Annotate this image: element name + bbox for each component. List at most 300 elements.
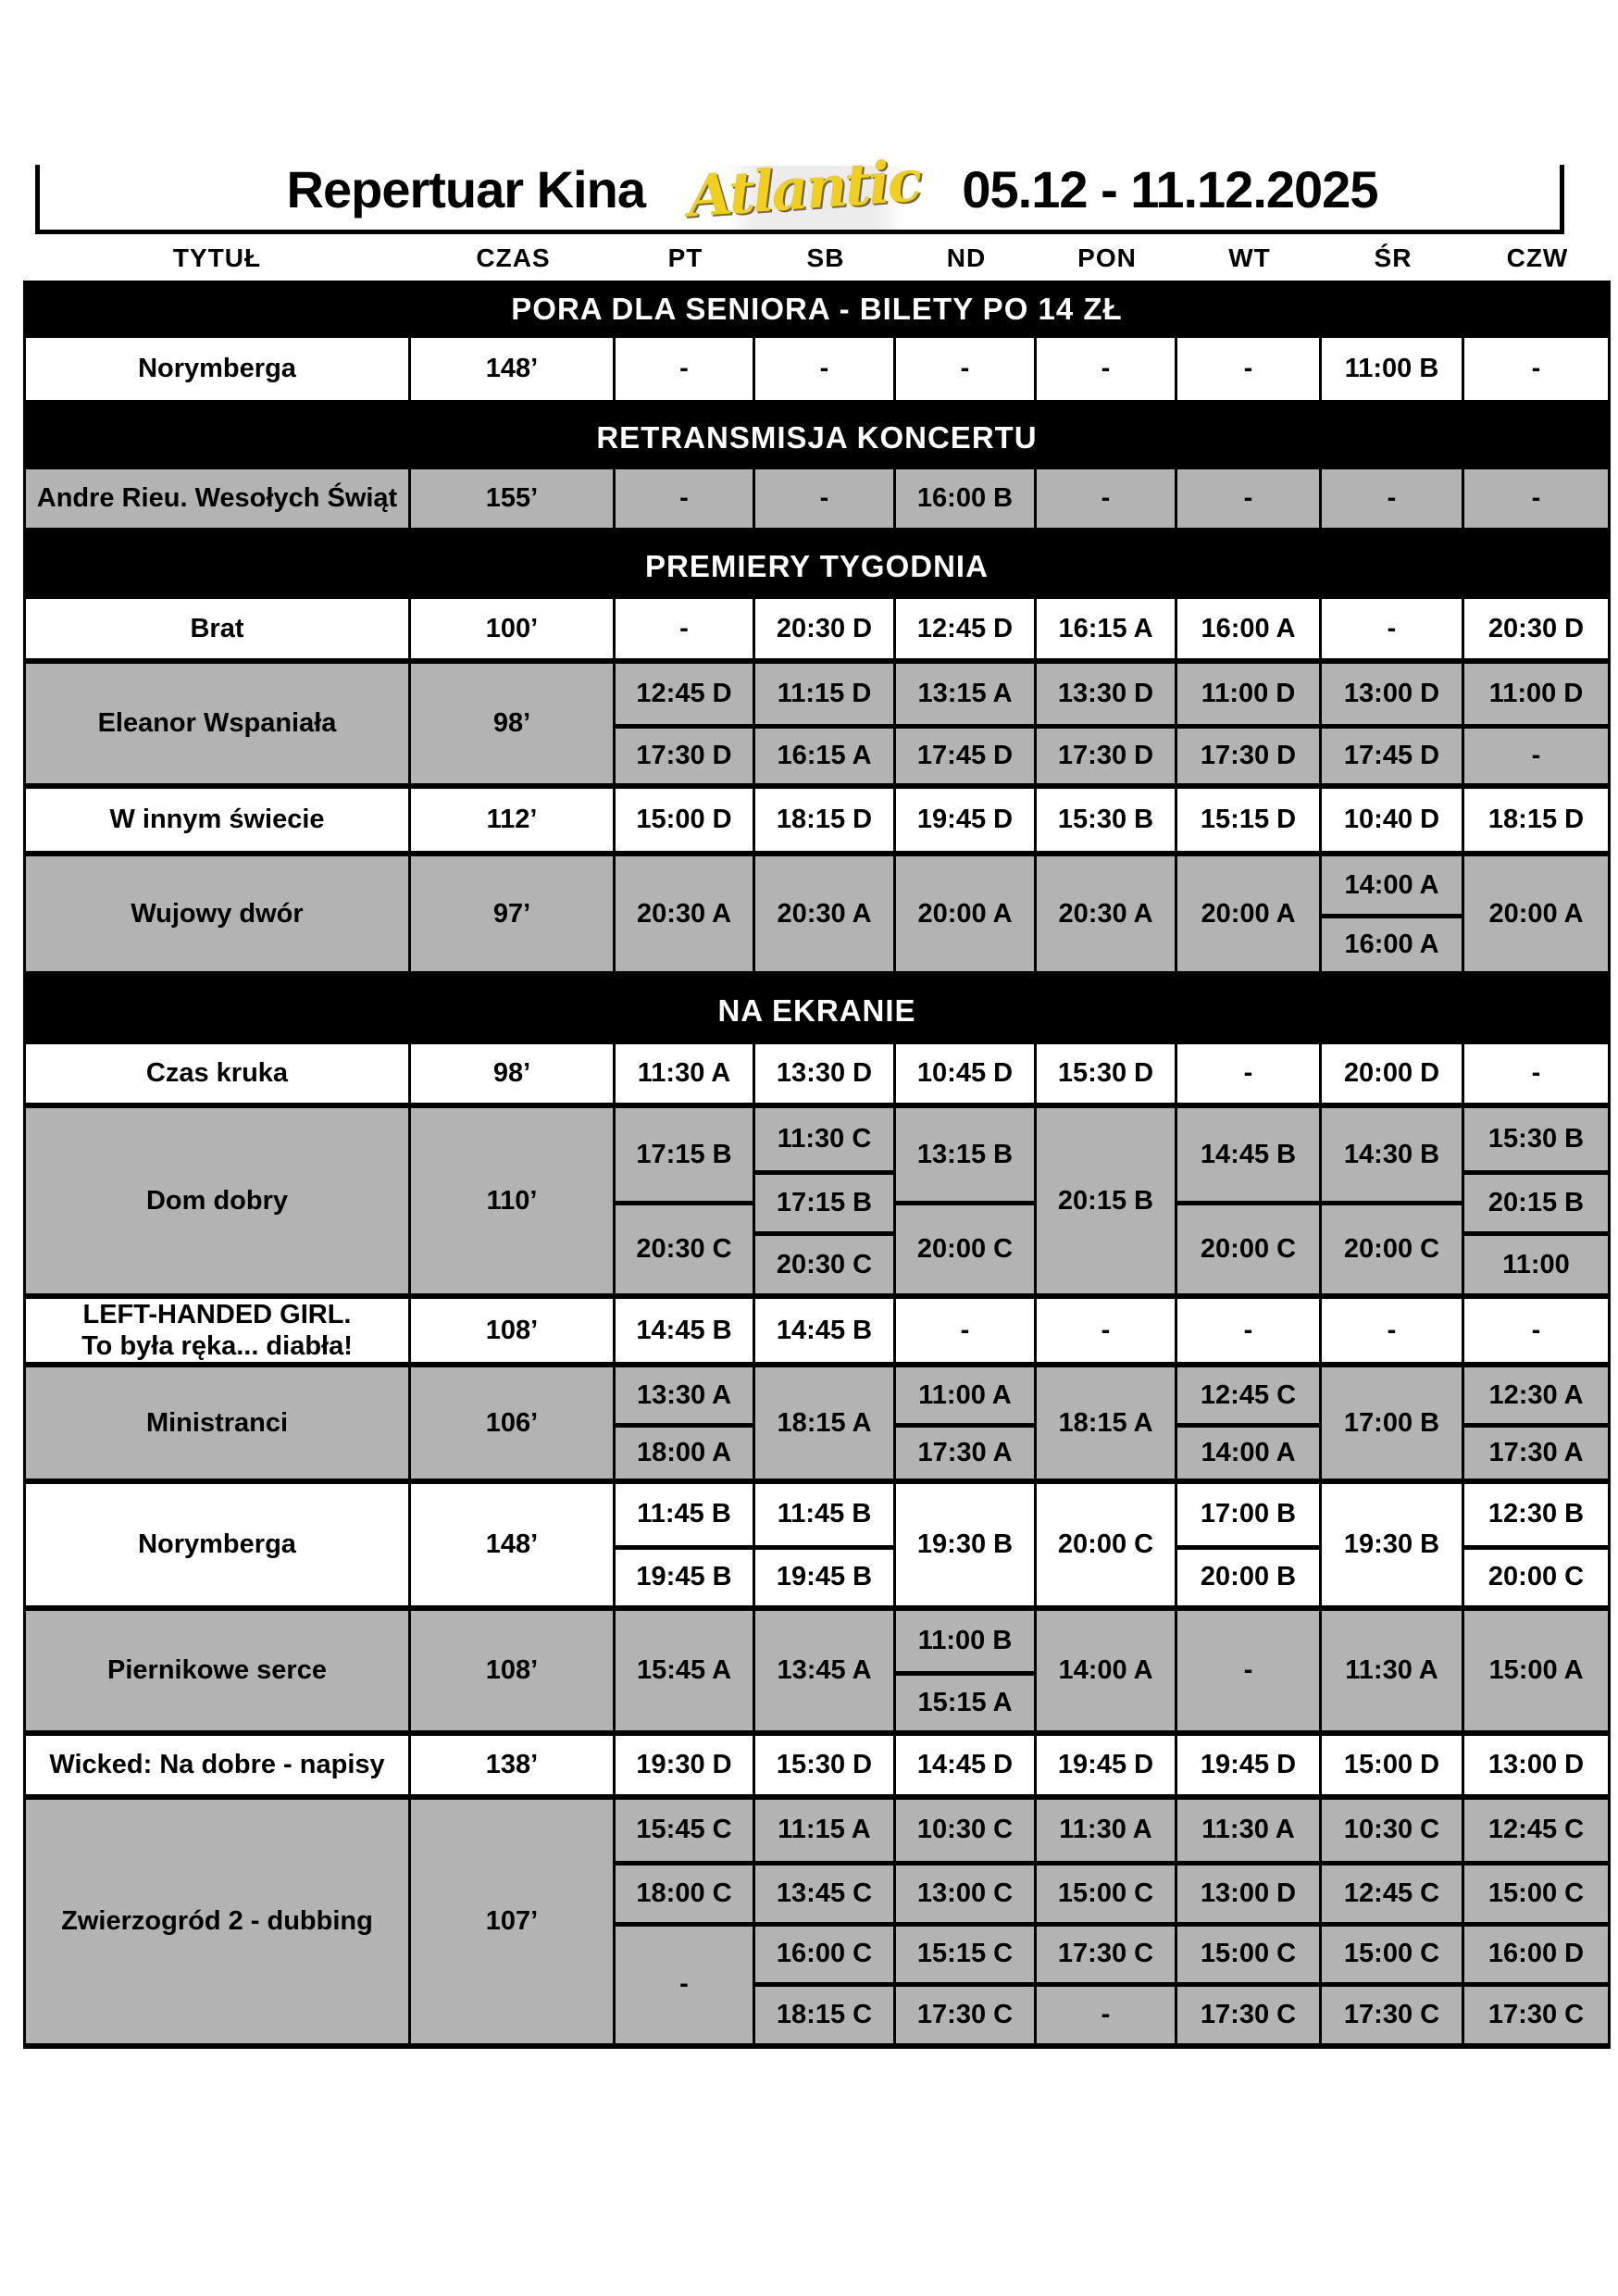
showtime-cell: 19:30 B xyxy=(916,1529,1014,1559)
day-column xyxy=(1322,599,1464,658)
showtime-cell: 19:30 D xyxy=(636,1750,732,1779)
day-column xyxy=(616,1299,755,1362)
showtime-cell: 19:30 B xyxy=(1343,1529,1440,1559)
showtime-cell: 15:30 B xyxy=(1057,805,1154,834)
showtime-cell: 20:00 C xyxy=(1177,1201,1319,1293)
day-column xyxy=(896,789,1037,851)
showtime-cell: 16:00 C xyxy=(755,1922,893,1983)
column-header-pt: PT xyxy=(667,243,703,272)
movie-title-line: Czas kruka xyxy=(145,1058,289,1089)
showtime-cell: 15:00 C xyxy=(1322,1922,1462,1983)
day-column xyxy=(1322,1611,1464,1730)
movie-title-line: Andre Rieu. Wesołych Świąt xyxy=(36,483,398,514)
empty-showtime-cell: - xyxy=(1387,1315,1397,1345)
showtime-cell: 20:30 A xyxy=(636,898,732,929)
empty-showtime-cell: - xyxy=(819,354,829,383)
movie-row xyxy=(23,789,1611,856)
day-column xyxy=(1177,1611,1322,1730)
day-column xyxy=(1464,469,1611,528)
movie-duration-cell: 100’ xyxy=(411,599,616,658)
day-column xyxy=(896,1299,1037,1362)
column-headers xyxy=(23,237,1611,280)
movie-title-line: To była ręka... diabła! xyxy=(81,1331,353,1362)
movie-title-line: Wujowy dwór xyxy=(131,898,304,929)
showtime-cell: 19:45 D xyxy=(916,805,1014,834)
day-column xyxy=(896,1736,1037,1794)
showtime-cell: 17:15 B xyxy=(755,1170,893,1232)
showtime-cell: 20:30 C xyxy=(755,1231,893,1293)
movie-duration-cell: 98’ xyxy=(411,664,616,783)
day-column xyxy=(755,856,896,971)
day-column xyxy=(1177,599,1322,658)
movie-duration-cell: 148’ xyxy=(411,338,616,400)
movie-duration-cell: 148’ xyxy=(411,1484,616,1605)
showtime-cell: 16:00 A xyxy=(1201,613,1296,643)
day-column xyxy=(1322,1736,1464,1794)
day-column xyxy=(616,664,755,783)
movie-title-cell xyxy=(23,664,411,783)
movie-title-cell xyxy=(23,789,411,851)
day-column xyxy=(1177,1736,1322,1794)
movie-title-line: W innym świecie xyxy=(109,805,325,835)
empty-showtime-cell: - xyxy=(616,1922,753,2044)
showtime-cell: 11:00 B xyxy=(917,1625,1013,1655)
page-title: Repertuar Kina xyxy=(286,159,645,218)
day-column xyxy=(1177,1044,1322,1103)
showtime-cell: 17:30 C xyxy=(896,1982,1034,2043)
showtime-cell: 19:45 B xyxy=(755,1545,893,1606)
showtime-cell: 13:15 B xyxy=(916,1139,1014,1169)
day-column xyxy=(1464,789,1611,851)
empty-showtime-cell: - xyxy=(1243,1058,1253,1088)
day-column xyxy=(755,1800,896,2043)
showtime-cell: 20:30 D xyxy=(1487,613,1585,643)
section-header-label: PORA DLA SENIORA - BILETY PO 14 ZŁ xyxy=(511,292,1123,326)
day-column xyxy=(755,1611,896,1730)
section-header-label: PREMIERY TYGODNIA xyxy=(645,548,989,583)
day-column xyxy=(1464,856,1611,971)
showtime-cell: 17:30 A xyxy=(896,1423,1034,1479)
showtime-cell: 15:45 A xyxy=(636,1655,732,1685)
showtime-cell: 20:30 C xyxy=(616,1201,753,1293)
showtime-cell: 20:00 B xyxy=(1177,1545,1319,1606)
movie-row xyxy=(23,1108,1611,1299)
day-column xyxy=(1177,664,1322,783)
movie-duration-cell: 110’ xyxy=(411,1108,616,1293)
day-column xyxy=(1037,789,1177,851)
movie-title-line: Ministranci xyxy=(145,1407,289,1438)
showtime-cell: 19:45 B xyxy=(616,1545,753,1606)
showtime-cell: 11:00 A xyxy=(918,1379,1012,1410)
showtime-cell: 20:00 C xyxy=(1464,1545,1608,1606)
movie-title-line: Dom dobry xyxy=(145,1185,289,1216)
movie-title-line: Wicked: Na dobre - napisy xyxy=(49,1750,385,1780)
day-column xyxy=(755,664,896,783)
showtime-cell: 19:45 D xyxy=(1057,1750,1154,1779)
day-column xyxy=(755,789,896,851)
day-column xyxy=(1037,1367,1177,1479)
showtime-cell: 20:30 D xyxy=(776,613,873,643)
showtime-cell: 14:30 B xyxy=(1343,1139,1440,1169)
movie-row xyxy=(23,664,1611,789)
column-header-czw: CZW xyxy=(1506,243,1569,272)
column-header-wt: WT xyxy=(1228,243,1271,272)
section-header-label: NA EKRANIE xyxy=(717,992,916,1028)
day-column xyxy=(1464,1108,1611,1293)
showtime-cell: 11:30 A xyxy=(1201,1815,1295,1845)
day-column xyxy=(896,664,1037,783)
day-column xyxy=(1322,664,1464,783)
day-column xyxy=(755,338,896,400)
showtime-cell: 12:30 A xyxy=(1488,1379,1584,1410)
movie-row xyxy=(23,1299,1611,1367)
day-column xyxy=(1464,1299,1611,1362)
day-column xyxy=(1177,469,1322,528)
movie-duration-cell: 106’ xyxy=(411,1367,616,1479)
day-column xyxy=(1177,789,1322,851)
showtime-cell: 11:30 A xyxy=(1059,1815,1152,1845)
empty-showtime-cell: - xyxy=(679,354,689,383)
showtime-cell: 13:00 D xyxy=(1343,678,1440,708)
showtime-cell: 10:45 D xyxy=(916,1058,1014,1088)
empty-showtime-cell: - xyxy=(1531,1058,1541,1088)
movie-title-cell xyxy=(23,1800,411,2043)
showtime-cell: 17:00 B xyxy=(1200,1499,1297,1529)
showtime-cell: 15:30 D xyxy=(776,1750,873,1779)
day-column xyxy=(1177,1108,1322,1293)
day-column xyxy=(755,469,896,528)
showtime-cell: 17:30 D xyxy=(1177,724,1319,784)
day-column xyxy=(896,338,1037,400)
movie-row xyxy=(23,338,1611,406)
showtime-cell: 15:30 B xyxy=(1487,1123,1585,1154)
showtime-cell: 16:00 B xyxy=(916,483,1014,513)
day-column xyxy=(616,1484,755,1605)
showtime-cell: 15:15 D xyxy=(1200,805,1297,834)
day-column xyxy=(616,469,755,528)
movie-title-line: Piernikowe serce xyxy=(107,1655,327,1686)
day-column xyxy=(1037,1044,1177,1103)
showtime-cell: 17:00 B xyxy=(1343,1407,1440,1438)
showtime-cell: 11:00 xyxy=(1464,1231,1608,1293)
showtime-cell: 11:45 B xyxy=(777,1499,872,1529)
showtime-cell: 17:30 C xyxy=(1322,1982,1462,2043)
showtime-cell: 20:30 A xyxy=(1058,898,1153,929)
showtime-cell: 20:00 A xyxy=(917,898,1013,929)
showtime-cell: 18:00 C xyxy=(616,1861,753,1922)
section-header xyxy=(23,533,1611,599)
day-column xyxy=(616,1736,755,1794)
showtime-cell: 20:15 B xyxy=(1464,1170,1608,1232)
day-column xyxy=(1322,1044,1464,1103)
empty-showtime-cell: - xyxy=(1243,483,1253,513)
day-column xyxy=(1464,338,1611,400)
showtime-cell: 15:45 C xyxy=(636,1815,732,1845)
showtime-cell: 17:30 C xyxy=(1177,1982,1319,2043)
showtime-cell: 18:15 A xyxy=(1058,1407,1153,1438)
movie-title-cell xyxy=(23,1044,411,1103)
showtime-cell: 11:30 C xyxy=(777,1123,872,1154)
showtime-cell: 15:00 D xyxy=(1343,1750,1440,1779)
day-column xyxy=(1037,1611,1177,1730)
empty-showtime-cell: - xyxy=(679,613,689,643)
day-column xyxy=(755,1108,896,1293)
day-column xyxy=(755,599,896,658)
showtime-cell: 12:45 C xyxy=(1200,1379,1297,1410)
showtime-cell: 15:00 C xyxy=(1037,1861,1175,1922)
day-column xyxy=(1464,1611,1611,1730)
showtime-cell: 17:15 B xyxy=(636,1139,732,1169)
day-column xyxy=(1322,1800,1464,2043)
day-column xyxy=(1464,599,1611,658)
showtime-cell: 14:00 A xyxy=(1177,1423,1319,1479)
showtime-cell: 18:00 A xyxy=(616,1423,753,1479)
movie-row xyxy=(23,1800,1611,2049)
day-column xyxy=(1037,469,1177,528)
showtime-cell: 15:00 C xyxy=(1464,1861,1608,1922)
day-column xyxy=(1037,599,1177,658)
empty-showtime-cell: - xyxy=(1101,483,1111,513)
showtime-cell: 17:45 D xyxy=(896,724,1034,784)
day-column xyxy=(616,789,755,851)
showtime-cell: 11:15 A xyxy=(778,1815,871,1845)
column-header-pon: PON xyxy=(1077,243,1137,272)
movie-title-line: Norymberga xyxy=(138,1529,296,1560)
movie-title-cell xyxy=(23,599,411,658)
showtime-cell: 14:45 B xyxy=(636,1315,732,1345)
day-column xyxy=(896,1367,1037,1479)
empty-showtime-cell: - xyxy=(1101,1315,1111,1345)
empty-showtime-cell: - xyxy=(1531,354,1541,383)
date-range: 05.12 - 11.12.2025 xyxy=(962,159,1378,218)
showtime-cell: 16:00 D xyxy=(1464,1922,1608,1983)
showtime-cell: 15:30 D xyxy=(1057,1058,1154,1088)
day-column xyxy=(755,1044,896,1103)
showtime-cell: 20:00 A xyxy=(1201,898,1296,929)
day-column xyxy=(896,1108,1037,1293)
movie-title-cell xyxy=(23,1611,411,1730)
showtime-cell: 13:00 C xyxy=(896,1861,1034,1922)
showtime-cell: 17:45 D xyxy=(1322,724,1462,784)
day-column xyxy=(1322,469,1464,528)
movie-title-cell xyxy=(23,338,411,400)
day-column xyxy=(896,1800,1037,2043)
day-column xyxy=(616,1367,755,1479)
movie-title-cell xyxy=(23,1299,411,1362)
showtime-cell: 10:40 D xyxy=(1343,805,1440,834)
day-column xyxy=(1322,1367,1464,1479)
showtime-cell: 20:00 A xyxy=(1488,898,1584,929)
movie-title-cell xyxy=(23,1736,411,1794)
showtime-cell: 15:00 C xyxy=(1177,1922,1319,1983)
showtime-cell: 20:00 C xyxy=(1322,1201,1462,1293)
day-column xyxy=(1177,1484,1322,1605)
day-column xyxy=(1037,1299,1177,1362)
showtime-cell: 17:30 A xyxy=(1464,1423,1608,1479)
showtime-cell: 14:45 B xyxy=(776,1315,873,1345)
showtime-cell: 17:30 D xyxy=(1037,724,1175,784)
movie-row xyxy=(23,1736,1611,1800)
day-column xyxy=(616,1611,755,1730)
day-column xyxy=(1177,338,1322,400)
showtime-cell: 20:30 A xyxy=(777,898,872,929)
day-column xyxy=(896,1611,1037,1730)
movie-row xyxy=(23,1484,1611,1611)
movie-duration-cell: 108’ xyxy=(411,1611,616,1730)
day-column xyxy=(616,856,755,971)
showtime-cell: 17:30 C xyxy=(1464,1982,1608,2043)
day-column xyxy=(1177,1367,1322,1479)
showtime-cell: 12:45 C xyxy=(1322,1861,1462,1922)
showtime-cell: 13:30 A xyxy=(636,1379,732,1410)
movie-title-cell xyxy=(23,1484,411,1605)
day-column xyxy=(1037,1484,1177,1605)
showtime-cell: 15:00 A xyxy=(1488,1655,1584,1685)
showtime-cell: 13:30 D xyxy=(776,1058,873,1088)
showtime-cell: 14:45 D xyxy=(916,1750,1014,1779)
day-column xyxy=(896,599,1037,658)
empty-showtime-cell: - xyxy=(1243,1655,1253,1685)
showtime-cell: 13:45 C xyxy=(755,1861,893,1922)
empty-showtime-cell: - xyxy=(1243,1315,1253,1345)
movie-duration-cell: 155’ xyxy=(411,469,616,528)
day-column xyxy=(1037,1800,1177,2043)
movie-title-line: LEFT-HANDED GIRL. xyxy=(82,1300,352,1329)
day-column xyxy=(1464,664,1611,783)
section-header-label: RETRANSMISJA KONCERTU xyxy=(596,419,1038,455)
empty-showtime-cell: - xyxy=(960,354,970,383)
showtime-cell: 18:15 C xyxy=(755,1982,893,2043)
movie-row xyxy=(23,856,1611,977)
day-column xyxy=(1322,338,1464,400)
day-column xyxy=(1322,789,1464,851)
showtime-cell: 18:15 D xyxy=(1487,805,1585,834)
empty-showtime-cell: - xyxy=(1531,1315,1541,1345)
showtime-cell: 11:00 D xyxy=(1201,678,1296,708)
section-header xyxy=(23,406,1611,469)
showtime-cell: 13:15 A xyxy=(917,678,1013,708)
day-column xyxy=(616,1108,755,1293)
showtime-cell: 20:00 D xyxy=(1343,1058,1440,1088)
movie-row xyxy=(23,1044,1611,1108)
movie-row xyxy=(23,1367,1611,1484)
empty-showtime-cell: - xyxy=(819,483,829,513)
empty-showtime-cell: - xyxy=(1531,483,1541,513)
showtime-cell: 17:30 C xyxy=(1037,1922,1175,1983)
movie-duration-cell: 107’ xyxy=(411,1800,616,2043)
day-column xyxy=(1037,1736,1177,1794)
day-column xyxy=(616,599,755,658)
day-column xyxy=(1037,664,1177,783)
day-column xyxy=(1464,1367,1611,1479)
showtime-cell: 20:00 C xyxy=(896,1201,1034,1293)
day-column xyxy=(755,1484,896,1605)
day-column xyxy=(1177,1299,1322,1362)
column-header-tytul: TYTUŁ xyxy=(172,243,262,272)
movie-title-line: Norymberga xyxy=(138,354,296,384)
showtime-cell: 18:15 D xyxy=(776,805,873,834)
empty-showtime-cell: - xyxy=(1387,613,1397,643)
day-column xyxy=(755,1736,896,1794)
showtime-cell: 13:00 D xyxy=(1487,1750,1585,1779)
showtime-cell: 11:30 A xyxy=(637,1058,731,1088)
column-header-czas: CZAS xyxy=(476,243,551,272)
section-header xyxy=(23,977,1611,1044)
day-column xyxy=(1464,1800,1611,2043)
column-header-sb: SB xyxy=(806,243,845,272)
showtime-cell: 11:00 B xyxy=(1344,354,1439,383)
movie-title-cell xyxy=(23,1367,411,1479)
showtime-cell: 20:00 C xyxy=(1057,1529,1154,1559)
empty-showtime-cell: - xyxy=(1243,354,1253,383)
column-header-nd: ND xyxy=(946,243,987,272)
movie-title-line: Eleanor Wspaniała xyxy=(97,708,337,739)
day-column xyxy=(1464,1044,1611,1103)
day-column xyxy=(755,1299,896,1362)
showtime-cell: 12:30 B xyxy=(1487,1499,1585,1529)
movie-duration-cell: 108’ xyxy=(411,1299,616,1362)
movie-title-cell xyxy=(23,856,411,971)
empty-showtime-cell: - xyxy=(960,1315,970,1345)
day-column xyxy=(1322,1484,1464,1605)
day-column xyxy=(616,338,755,400)
day-column xyxy=(1464,1736,1611,1794)
movie-duration-cell: 138’ xyxy=(411,1736,616,1794)
cinema-logo: Atlantic xyxy=(685,146,922,231)
empty-showtime-cell: - xyxy=(679,483,689,513)
day-column xyxy=(896,1044,1037,1103)
showtime-cell: 13:45 A xyxy=(777,1655,872,1685)
day-column xyxy=(1464,1484,1611,1605)
showtime-cell: 12:45 D xyxy=(916,613,1014,643)
showtime-cell: 11:15 D xyxy=(777,678,872,708)
showtime-cell: 15:00 D xyxy=(636,805,732,834)
empty-showtime-cell: - xyxy=(1037,1982,1175,2043)
showtime-cell: 14:00 A xyxy=(1058,1655,1153,1685)
movie-duration-cell: 97’ xyxy=(411,856,616,971)
day-column xyxy=(1322,1299,1464,1362)
showtime-cell: 10:30 C xyxy=(916,1815,1014,1845)
day-column xyxy=(616,1800,755,2043)
day-column xyxy=(755,1367,896,1479)
empty-showtime-cell: - xyxy=(1101,354,1111,383)
day-column xyxy=(1322,856,1464,971)
day-column xyxy=(896,1484,1037,1605)
movie-duration-cell: 112’ xyxy=(411,789,616,851)
showtime-cell: 16:15 A xyxy=(1058,613,1153,643)
movie-row xyxy=(23,599,1611,664)
showtime-cell: 19:45 D xyxy=(1200,1750,1297,1779)
movie-duration-cell: 98’ xyxy=(411,1044,616,1103)
showtime-cell: 16:00 A xyxy=(1322,914,1462,971)
showtime-cell: 11:00 D xyxy=(1488,678,1584,708)
day-column xyxy=(616,1044,755,1103)
column-header-sr: ŚR xyxy=(1374,243,1413,272)
showtime-cell: 11:45 B xyxy=(637,1499,731,1529)
movie-title-cell xyxy=(23,1108,411,1293)
day-column xyxy=(1037,856,1177,971)
day-column xyxy=(1322,1108,1464,1293)
showtime-cell: 15:15 A xyxy=(896,1671,1034,1731)
movie-row xyxy=(23,469,1611,533)
showtime-cell: 14:00 A xyxy=(1344,869,1439,900)
showtime-cell: 18:15 A xyxy=(777,1407,872,1438)
showtime-cell: 10:30 C xyxy=(1343,1815,1440,1845)
movie-title-line: Brat xyxy=(190,613,244,643)
day-column xyxy=(896,469,1037,528)
showtime-cell: 14:45 B xyxy=(1200,1139,1297,1169)
empty-showtime-cell: - xyxy=(1464,724,1608,784)
